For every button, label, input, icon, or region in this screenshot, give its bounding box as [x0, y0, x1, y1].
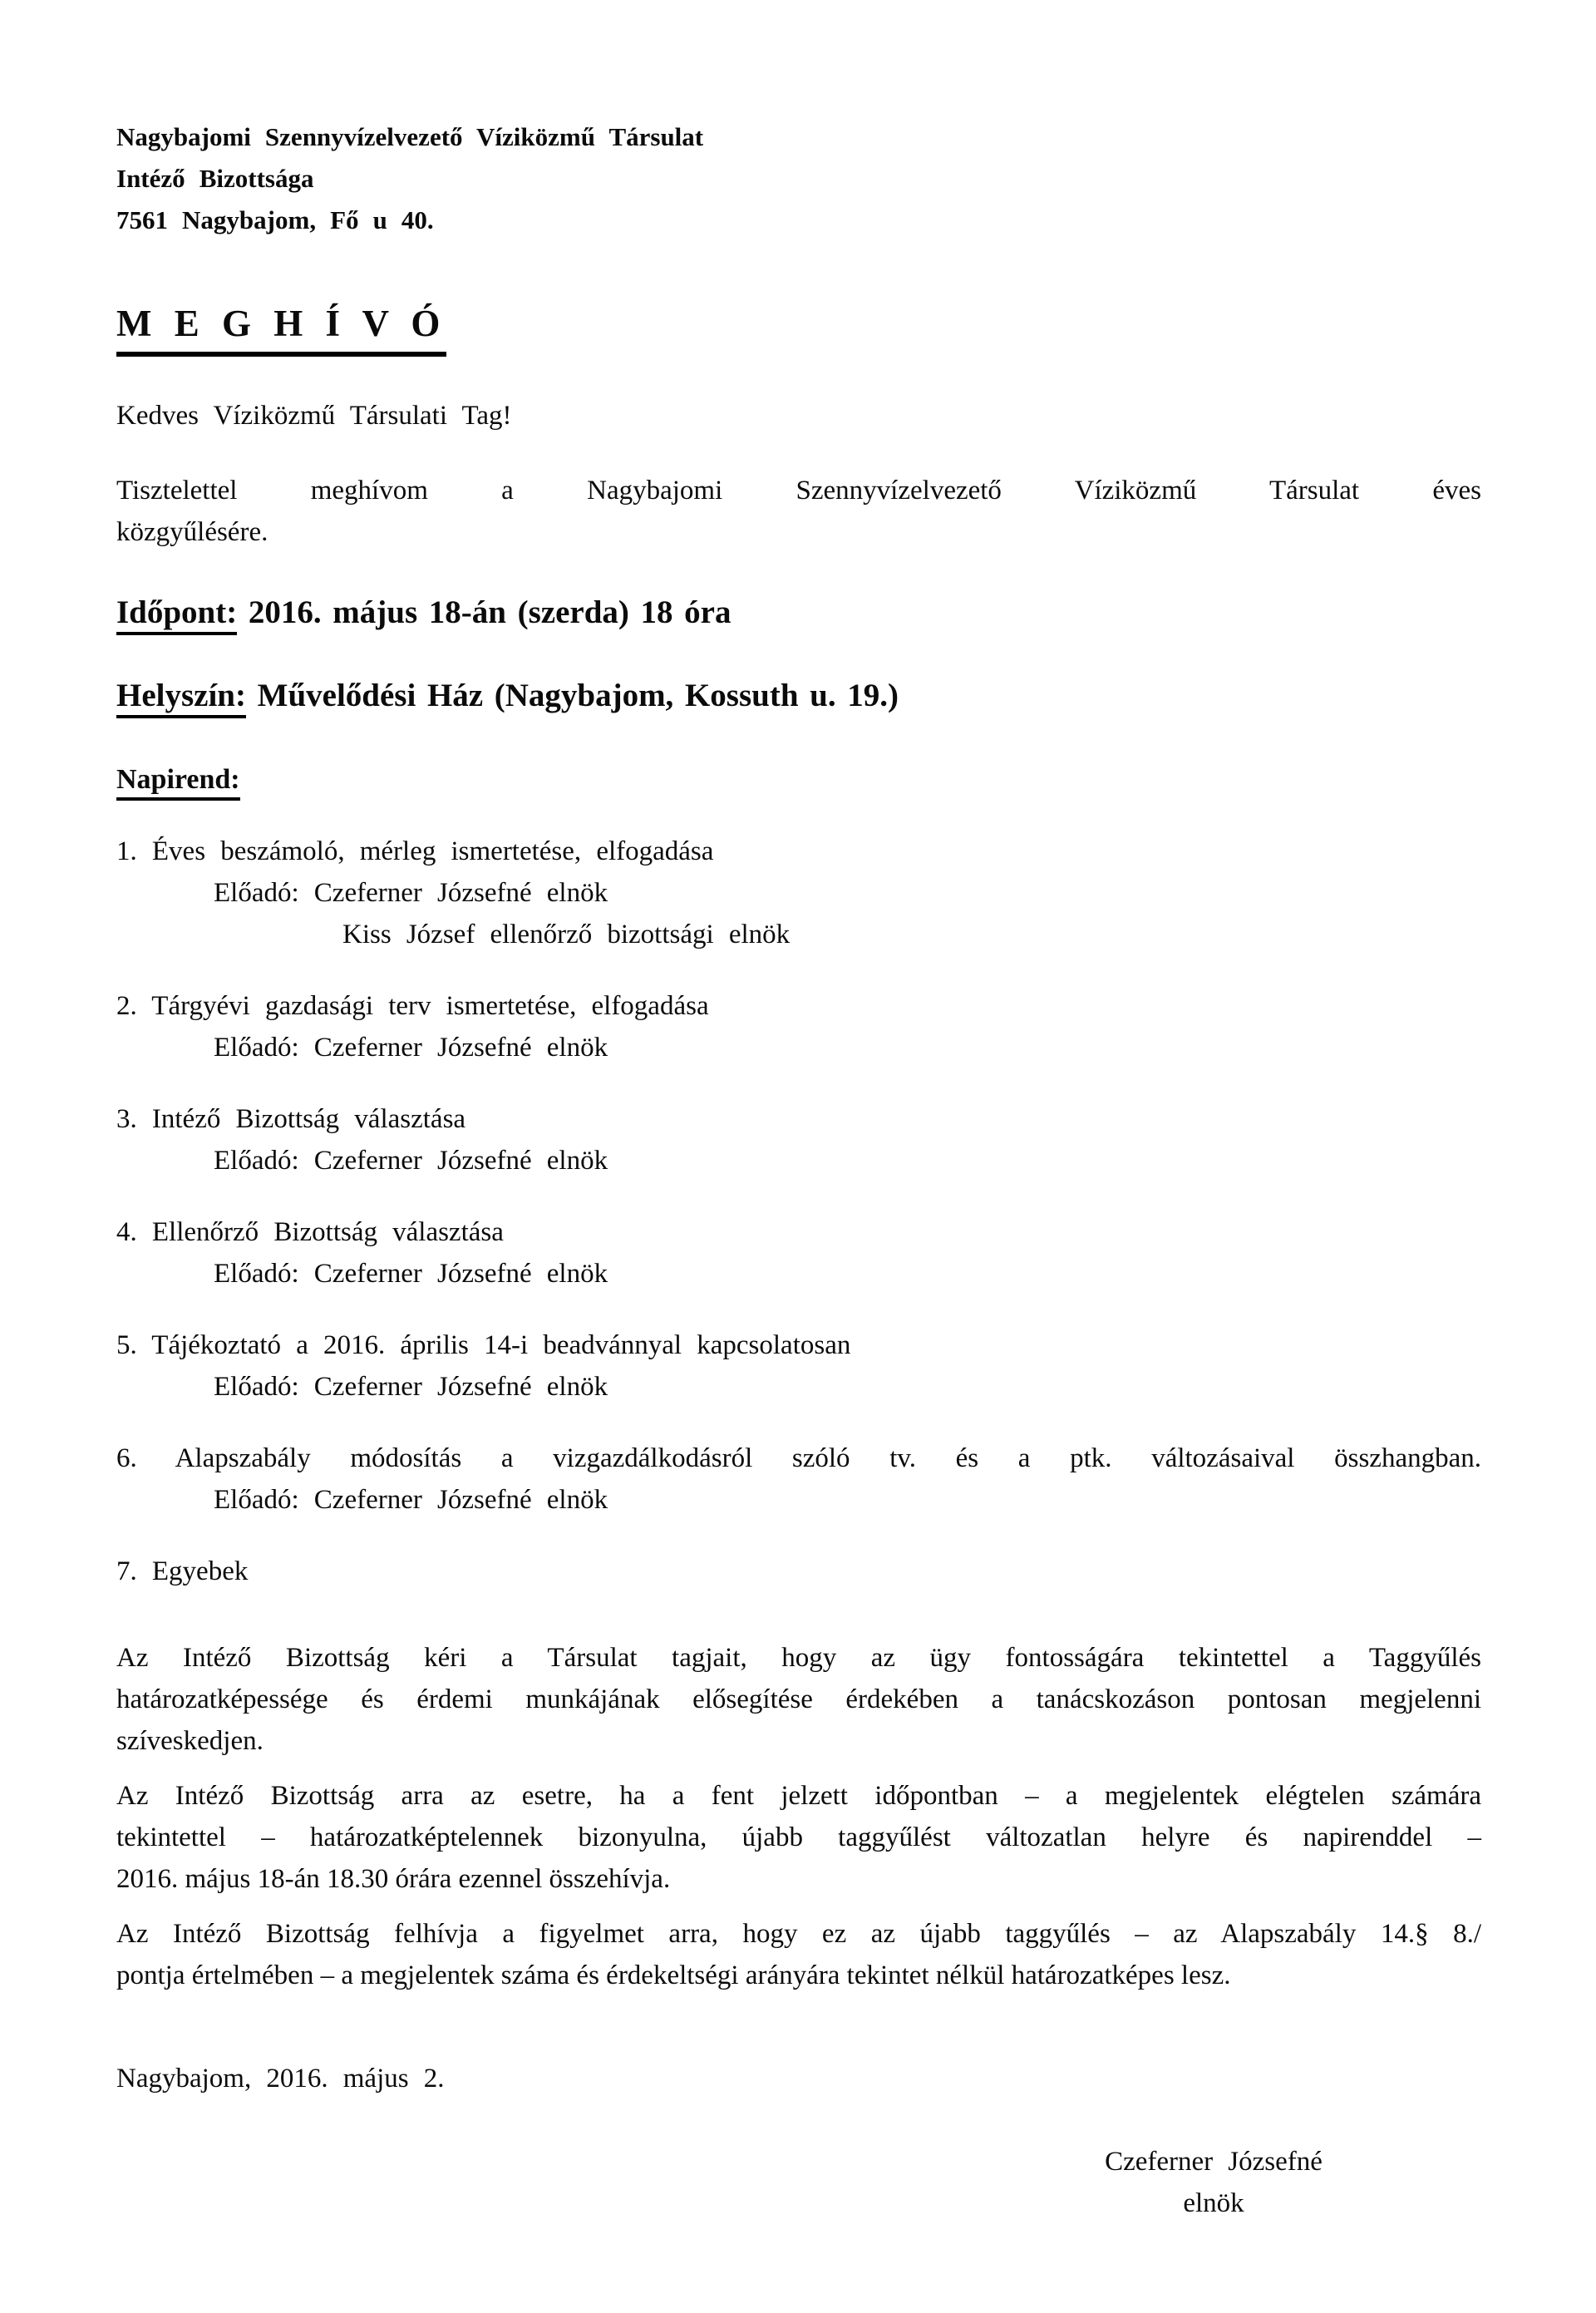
location-label: Helyszín: — [116, 678, 246, 718]
greeting: Kedves Víziközmű Társulati Tag! — [116, 400, 512, 431]
letterhead-line-2: Intéző Bizottsága — [116, 164, 314, 193]
closing-paragraph-1 — [116, 1637, 1481, 1762]
letterhead — [116, 116, 1481, 241]
date-line: Nagybajom, 2016. május 2. — [116, 2063, 445, 2094]
agenda-item-presenter: Előadó: Czeferner Józsefné elnök — [214, 1258, 608, 1289]
closing-3-line-2: pontja értelmében – a megjelentek száma és érdekeltségi arányára tekintet nélkül határozatképes lesz. — [116, 1960, 1231, 1990]
closing-1-line-1: Az Intéző Bizottság kéri a Társulat tagjait, hogy az ügy fontosságára tekintettel a Taggyűlés — [116, 1642, 1481, 1673]
agenda-item-7 — [116, 1551, 1481, 1592]
agenda-item-title: 3. Intéző Bizottság választása — [116, 1103, 466, 1134]
intro-paragraph — [116, 470, 1481, 553]
closing-paragraph-2 — [116, 1775, 1481, 1900]
agenda-item-title: 2. Tárgyévi gazdasági terv ismertetése, elfogadása — [116, 990, 709, 1021]
closing-1-line-3: szíveskedjen. — [116, 1725, 264, 1756]
letterhead-line-3: 7561 Nagybajom, Fő u 40. — [116, 205, 434, 234]
agenda-item-presenter: Előadó: Czeferner Józsefné elnök — [214, 1032, 608, 1063]
letterhead-line-1: Nagybajomi Szennyvízelvezető Víziközmű Társulat — [116, 122, 704, 151]
agenda-item-4 — [116, 1211, 1481, 1295]
signature-name: Czeferner Józsefné — [1105, 2146, 1323, 2177]
closing-2-line-1: Az Intéző Bizottság arra az esetre, ha a fent jelzett időpontban – a megjelentek elégtelen számára — [116, 1780, 1481, 1811]
agenda-item-title: 5. Tájékoztató a 2016. április 14-i beadvánnyal kapcsolatosan — [116, 1329, 851, 1360]
location-value: Művelődési Ház (Nagybajom, Kossuth u. 19.) — [257, 677, 899, 713]
agenda-item-1 — [116, 831, 1481, 955]
closing-3-line-1: Az Intéző Bizottság felhívja a figyelmet arra, hogy ez az újabb taggyűlés – az Alapszabály 14.§ 8./ — [116, 1918, 1481, 1949]
agenda-item-presenter: Előadó: Czeferner Józsefné elnök — [214, 1371, 608, 1402]
agenda-list — [116, 831, 1481, 1592]
agenda-item-title: 7. Egyebek — [116, 1556, 249, 1586]
agenda-item-title: 4. Ellenőrző Bizottság választása — [116, 1216, 504, 1247]
closing-1-line-2: határozatképessége és érdemi munkájának elősegítése érdekében a tanácskozáson pontosan megjelenni — [116, 1684, 1481, 1714]
datetime-row — [116, 589, 1481, 636]
agenda-item-title: 1. Éves beszámoló, mérleg ismertetése, elfogadása — [116, 836, 714, 866]
intro-line-2: közgyűlésére. — [116, 516, 268, 547]
agenda-item-presenter: Előadó: Czeferner Józsefné elnök — [214, 877, 608, 908]
agenda-item-3 — [116, 1098, 1481, 1181]
signature-block — [956, 2141, 1471, 2224]
agenda-item-presenter: Előadó: Czeferner Józsefné elnök — [214, 1484, 608, 1515]
agenda-item-presenter: Előadó: Czeferner Józsefné elnök — [214, 1145, 608, 1176]
datetime-value: 2016. május 18-án (szerda) 18 óra — [248, 594, 732, 630]
agenda-item-6 — [116, 1438, 1481, 1521]
closing-paragraph-3 — [116, 1913, 1481, 1996]
agenda-heading-row — [116, 759, 1481, 801]
agenda-item-presenter-2: Kiss József ellenőrző bizottsági elnök — [342, 919, 791, 949]
document-title: M E G H Í V Ó — [116, 303, 446, 357]
signature-title: elnök — [1183, 2187, 1244, 2218]
document-title-row — [116, 303, 1481, 357]
agenda-item-5 — [116, 1324, 1481, 1408]
intro-line-1: Tisztelettel meghívom a Nagybajomi Szennyvízelvezető Víziközmű Társulat éves — [116, 475, 1481, 506]
location-row — [116, 673, 1481, 719]
closing-2-line-3: 2016. május 18-án 18.30 órára ezennel összehívja. — [116, 1863, 671, 1894]
datetime-label: Időpont: — [116, 594, 237, 635]
agenda-item-2 — [116, 985, 1481, 1068]
agenda-heading: Napirend: — [116, 764, 240, 801]
agenda-item-title: 6. Alapszabály módosítás a vizgazdálkodásról szóló tv. és a ptk. változásaival összhangban. — [116, 1443, 1481, 1473]
closing-2-line-2: tekintettel – határozatképtelennek bizonyulna, újabb taggyűlést változatlan helyre és napirenddel – — [116, 1822, 1481, 1852]
